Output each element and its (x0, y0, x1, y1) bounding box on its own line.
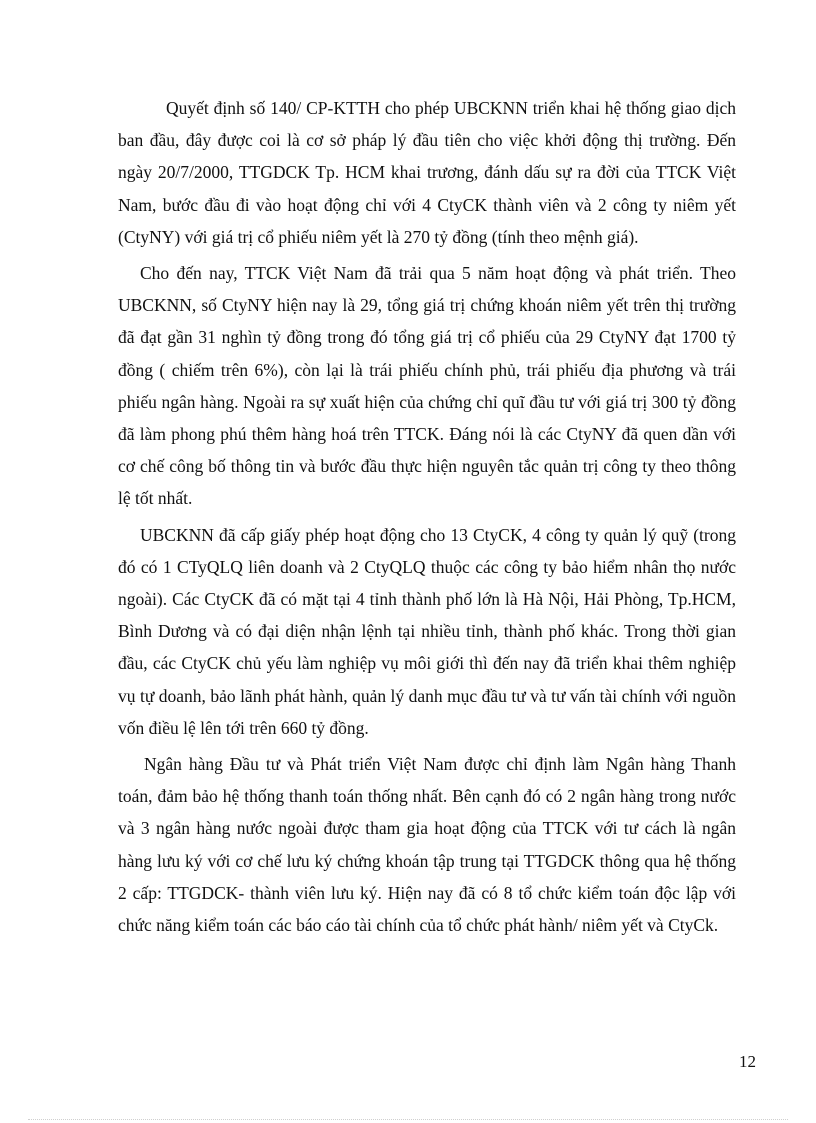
page-number: 12 (739, 1052, 756, 1071)
paragraph-2: Cho đến nay, TTCK Việt Nam đã trải qua 5 năm hoạt động và phát triển. Theo UBCKNN, số CtyNY hiện nay là 29, tổng giá trị chứng khoán niêm yết trên thị trường đã đạt gần 31 nghìn tỷ đồng trong đó tổng giá trị cổ phiếu của 29 CtyNY đạt 1700 tỷ đồng ( chiếm trên 6%), còn lại là trái phiếu chính phủ, trái phiếu địa phương và trái phiếu ngân hàng. Ngoài ra sự xuất hiện của chứng chỉ quĩ đầu tư với giá trị 300 tỷ đồng đã làm phong phú thêm hàng hoá trên TTCK. Đáng nói là các CtyNY đã quen dần với cơ chế công bố thông tin và bước đầu thực hiện nguyên tắc quản trị công ty theo thông lệ tốt nhất. (118, 263, 736, 509)
body-text (118, 92, 736, 945)
paragraph-4: Ngân hàng Đầu tư và Phát triển Việt Nam được chỉ định làm Ngân hàng Thanh toán, đảm bảo hệ thống thanh toán thống nhất. Bên cạnh đó có 2 ngân hàng trong nước và 3 ngân hàng nước ngoài được tham gia hoạt động của TTCK với tư cách là ngân hàng lưu ký với cơ chế lưu ký chứng khoán tập trung tại TTGDCK thông qua hệ thống 2 cấp: TTGDCK- thành viên lưu ký. Hiện nay đã có 8 tổ chức kiểm toán độc lập với chức năng kiểm toán các báo cáo tài chính của tổ chức phát hành/ niêm yết và CtyCk. (118, 754, 736, 936)
page-bottom-border (28, 1119, 788, 1120)
paragraph-3: UBCKNN đã cấp giấy phép hoạt động cho 13 CtyCK, 4 công ty quản lý quỹ (trong đó có 1 CTyQLQ liên doanh và 2 CtyQLQ thuộc các công ty bảo hiểm nhân thọ nước ngoài). Các CtyCK đã có mặt tại 4 tỉnh thành phố lớn là Hà Nội, Hải Phòng, Tp.HCM, Bình Dương và có đại diện nhận lệnh tại nhiều tỉnh, thành phố khác. Trong thời gian đầu, các CtyCK chủ yếu làm nghiệp vụ môi giới thì đến nay đã triển khai thêm nghiệp vụ tự doanh, bảo lãnh phát hành, quản lý danh mục đầu tư và tư vấn tài chính với nguồn vốn điều lệ lên tới trên 660 tỷ đồng. (118, 524, 736, 738)
paragraph-1: Quyết định số 140/ CP-KTTH cho phép UBCKNN triển khai hệ thống giao dịch ban đầu, đây được coi là cơ sở pháp lý đầu tiên cho việc khởi động thị trường. Đến ngày 20/7/2000, TTGDCK Tp. HCM khai trương, đánh dấu sự ra đời của TTCK Việt Nam, bước đầu đi vào hoạt động chỉ với 4 CtyCK thành viên và 2 công ty niêm yết (CtyNY) với giá trị cổ phiếu niêm yết là 270 tỷ đồng (tính theo mệnh giá). (118, 98, 736, 247)
